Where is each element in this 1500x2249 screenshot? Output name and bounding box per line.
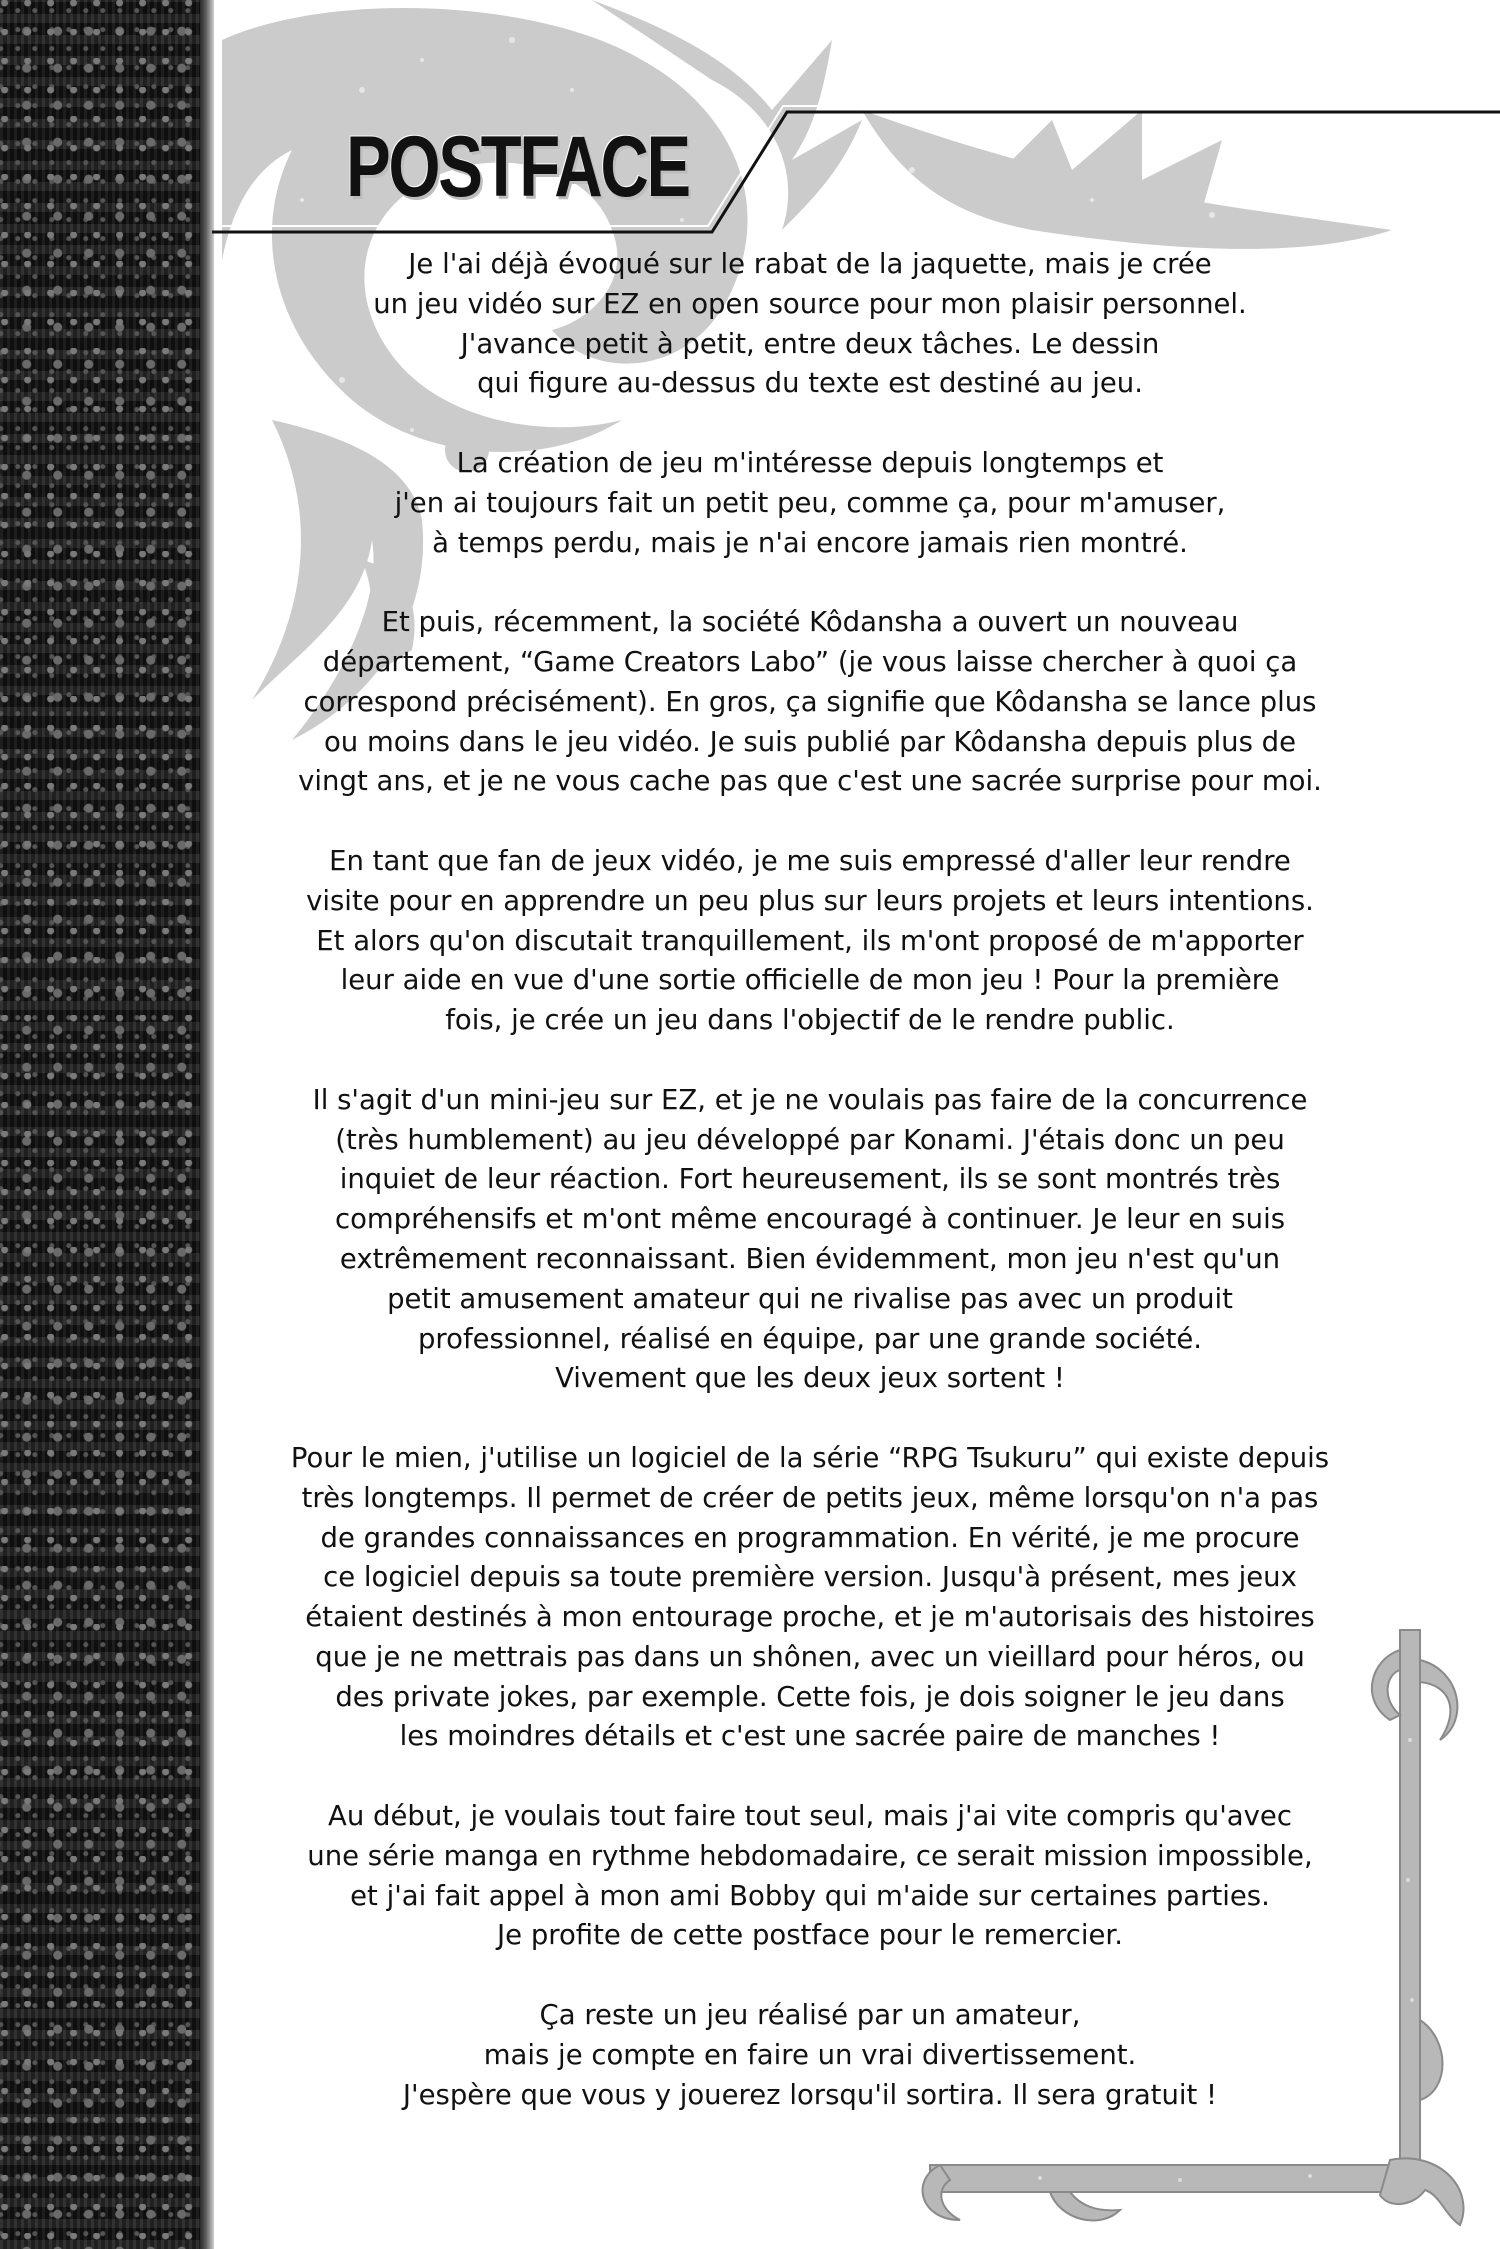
grunge-band <box>0 0 212 2249</box>
page-title: POSTFACE <box>346 119 689 215</box>
paragraph <box>240 245 1380 404</box>
text-line: vingt ans, et je ne vous cache pas que c'est une sacrée surprise pour moi. <box>298 765 1322 798</box>
text-line: En tant que fan de jeux vidéo, je me suis empressé d'aller leur rendre <box>329 844 1291 877</box>
paragraph <box>240 1081 1380 1399</box>
text-line: Il s'agit d'un mini-jeu sur EZ, et je ne voulais pas faire de la concurrence <box>312 1083 1308 1116</box>
text-line: que je ne mettrais pas dans un shônen, avec un vieillard pour héros, ou <box>315 1640 1305 1673</box>
text-line: inquiet de leur réaction. Fort heureusement, ils se sont montrés très <box>339 1163 1281 1196</box>
text-line: Pour le mien, j'utilise un logiciel de la série “RPG Tsukuru” qui existe depuis <box>290 1441 1330 1474</box>
text-line: (très humblement) au jeu développé par Konami. J'étais donc un peu <box>335 1123 1285 1156</box>
text-line: département, “Game Creators Labo” (je vous laisse chercher à quoi ça <box>322 645 1298 678</box>
text-line: J'espère que vous y jouerez lorsqu'il sortira. Il sera gratuit ! <box>402 2078 1218 2111</box>
text-line: La création de jeu m'intéresse depuis longtemps et <box>456 446 1164 479</box>
text-line: de grandes connaissances en programmation. En vérité, je me procure <box>320 1521 1300 1554</box>
text-line: mais je compte en faire un vrai divertissement. <box>483 2038 1137 2071</box>
text-line: fois, je crée un jeu dans l'objectif de le rendre public. <box>445 1004 1175 1037</box>
text-line: et j'ai fait appel à mon ami Bobby qui m'aide sur certaines parties. <box>350 1879 1270 1912</box>
text-line: à temps perdu, mais je n'ai encore jamais rien montré. <box>432 526 1188 559</box>
corner-scroll-ornament <box>920 1620 1480 2240</box>
text-line: Ça reste un jeu réalisé par un amateur, <box>539 1999 1081 2032</box>
text-line: des private jokes, par exemple. Cette fois, je dois soigner le jeu dans <box>335 1680 1285 1713</box>
text-line: Vivement que les deux jeux sortent ! <box>555 1362 1065 1395</box>
text-line: très longtemps. Il permet de créer de petits jeux, même lorsqu'on n'a pas <box>301 1481 1319 1514</box>
text-line: extrêmement reconnaissant. Bien évidemment, mon jeu n'est qu'un <box>339 1242 1281 1275</box>
text-line: correspond précisément). En gros, ça signifie que Kôdansha se lance plus <box>303 685 1317 718</box>
text-line: Je profite de cette postface pour le remercier. <box>497 1919 1123 1952</box>
text-line: professionnel, réalisé en équipe, par une grande société. <box>417 1322 1203 1355</box>
text-line: ce logiciel depuis sa toute première version. Jusqu'à présent, mes jeux <box>323 1561 1297 1594</box>
paragraph <box>240 603 1380 802</box>
text-line: J'avance petit à petit, entre deux tâches. Le dessin <box>460 327 1160 360</box>
text-line: ou moins dans le jeu vidéo. Je suis publié par Kôdansha depuis plus de <box>323 725 1297 758</box>
paragraph <box>240 444 1380 563</box>
text-line: compréhensifs et m'ont même encouragé à continuer. Je leur en suis <box>334 1203 1286 1236</box>
text-line: qui figure au-dessus du texte est destiné au jeu. <box>477 367 1143 400</box>
paragraph <box>240 842 1380 1041</box>
text-line: j'en ai toujours fait un petit peu, comme ça, pour m'amuser, <box>394 486 1226 519</box>
text-line: étaient destinés à mon entourage proche, et je m'autorisais des histoires <box>305 1601 1315 1634</box>
text-line: leur aide en vue d'une sortie officielle de mon jeu ! Pour la première <box>340 964 1280 997</box>
text-line: Et puis, récemment, la société Kôdansha a ouvert un nouveau <box>381 606 1239 639</box>
text-line: une série manga en rythme hebdomadaire, ce serait mission impossible, <box>307 1839 1313 1872</box>
text-line: petit amusement amateur qui ne rivalise pas avec un produit <box>387 1282 1233 1315</box>
text-line: Au début, je voulais tout faire tout seul, mais j'ai vite compris qu'avec <box>328 1800 1292 1833</box>
text-line: visite pour en apprendre un peu plus sur leurs projets et leurs intentions. <box>306 884 1314 917</box>
text-line: un jeu vidéo sur EZ en open source pour mon plaisir personnel. <box>373 287 1247 320</box>
text-line: les moindres détails et c'est une sacrée paire de manches ! <box>399 1720 1221 1753</box>
text-line: Et alors qu'on discutait tranquillement, ils m'ont proposé de m'apporter <box>316 924 1304 957</box>
text-line: Je l'ai déjà évoqué sur le rabat de la jaquette, mais je crée <box>408 248 1212 280</box>
